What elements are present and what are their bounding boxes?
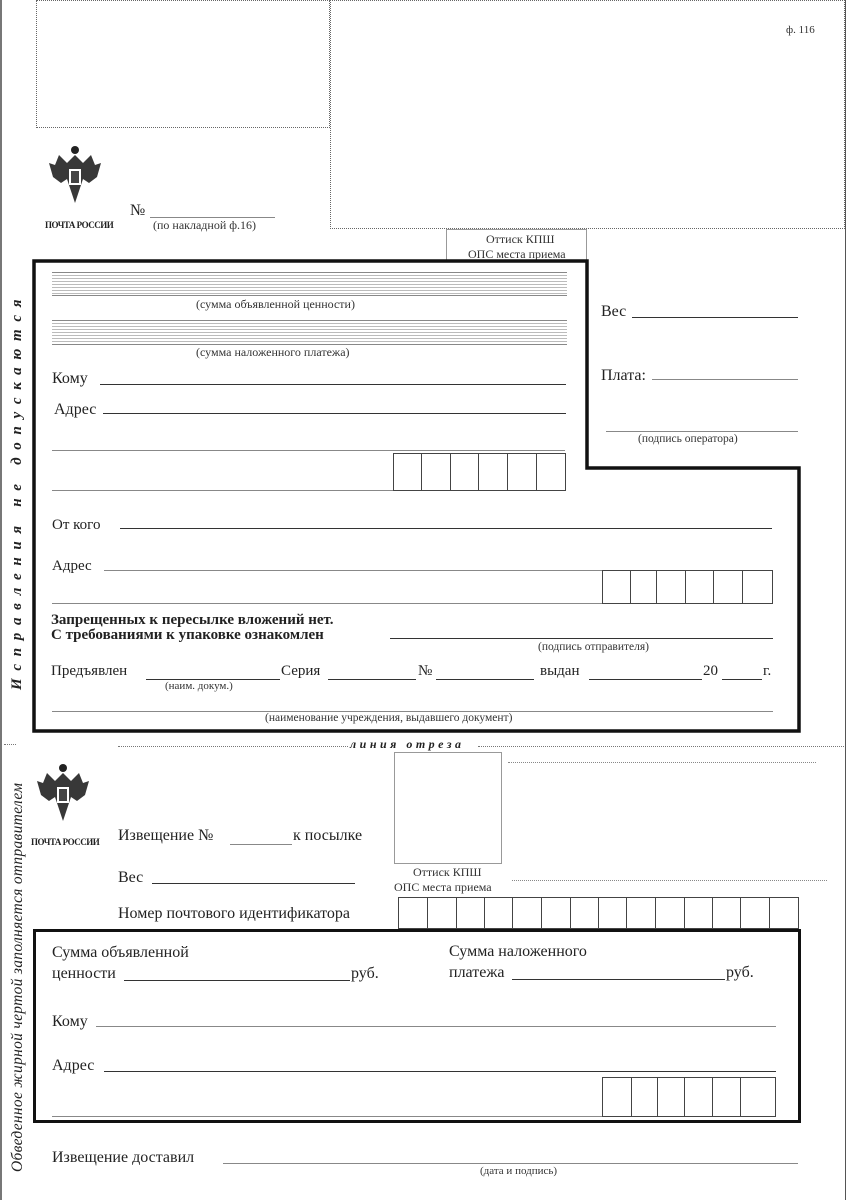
notice-weight-field[interactable]: [152, 883, 355, 884]
address-label: Адрес: [54, 401, 97, 418]
logo-text: ПОЧТА РОССИИ: [31, 837, 100, 847]
doc-number-field[interactable]: [436, 679, 534, 680]
recipient-field[interactable]: [100, 384, 566, 385]
fee-field[interactable]: [652, 379, 798, 380]
recipient-postcode-boxes[interactable]: [393, 453, 566, 491]
cut-line: [118, 746, 348, 747]
notice-address-line2[interactable]: [52, 1116, 603, 1117]
operator-signature-field[interactable]: [606, 431, 798, 432]
notice-cod-field[interactable]: [512, 979, 725, 980]
cod-amount-field[interactable]: [52, 320, 567, 345]
year-prefix: 20: [703, 663, 718, 679]
notice-stamp-caption: ОПС места приема: [394, 880, 492, 894]
from-label: От кого: [52, 517, 101, 533]
operator-signature-caption: (подпись оператора): [638, 433, 738, 445]
document-name-caption: (наим. докум.): [165, 680, 233, 692]
weight-label: Вес: [601, 303, 627, 320]
sender-postcode-boxes[interactable]: [602, 570, 773, 604]
doc-number-label: №: [418, 663, 433, 679]
stamp-caption: Оттиск КПШ: [486, 232, 555, 246]
declared-value-caption: (сумма объявленной ценности): [196, 297, 355, 311]
cut-line-label: линия отреза: [350, 737, 465, 751]
notice-declared-value-label: Сумма объявленной: [52, 944, 189, 961]
issued-label: выдан: [540, 663, 580, 679]
notice-title-label: Извещение №: [118, 827, 214, 844]
notice-cod-label: Сумма наложенного: [449, 943, 587, 960]
tracking-label: Номер почтового идентификатора: [118, 905, 351, 922]
delivered-field[interactable]: [223, 1163, 798, 1164]
series-field[interactable]: [328, 679, 416, 680]
side-note-corrections: Исправления не допускаются: [9, 291, 25, 690]
declared-value-field[interactable]: [52, 272, 567, 296]
cut-line: [478, 746, 844, 747]
recipient-address-field[interactable]: [103, 413, 566, 414]
dotted-line: [508, 762, 816, 763]
notice-declared-value-field[interactable]: [124, 980, 350, 981]
notice-postcode-boxes[interactable]: [602, 1077, 776, 1117]
cut-line-left: [4, 744, 16, 745]
sender-address-label: Адрес: [52, 558, 92, 574]
sender-signature-field[interactable]: [390, 638, 773, 639]
sender-address-line2[interactable]: [52, 603, 603, 604]
notice-number-field[interactable]: [230, 844, 292, 845]
no-prohibited-statement: Запрещенных к пересылке вложений нет.: [51, 612, 334, 628]
notice-stamp-caption: Оттиск КПШ: [413, 865, 482, 879]
year-suffix: г.: [763, 663, 772, 679]
notice-cod-label: платежа: [449, 964, 505, 981]
stamp-caption: ОПС места приема: [468, 247, 566, 261]
form-code: ф. 116: [786, 24, 815, 36]
emblem-icon: [33, 761, 93, 827]
delivered-caption: (дата и подпись): [480, 1165, 558, 1177]
sender-signature-caption: (подпись отправителя): [538, 641, 649, 653]
cod-caption: (сумма наложенного платежа): [196, 345, 350, 359]
weight-field[interactable]: [632, 317, 798, 318]
currency-label: руб.: [351, 965, 379, 982]
series-label: Серия: [281, 663, 321, 679]
notice-weight-label: Вес: [118, 869, 144, 886]
year-field[interactable]: [722, 679, 762, 680]
presented-label: Предъявлен: [51, 663, 128, 679]
side-note-sender-fills: Обведенное жирной чертой заполняется отправителем: [9, 782, 26, 1172]
notice-declared-value-label: ценности: [52, 965, 116, 982]
recipient-address-line3[interactable]: [52, 490, 394, 491]
notice-address-field[interactable]: [104, 1071, 776, 1072]
sender-field[interactable]: [120, 528, 772, 529]
tracking-number-boxes[interactable]: [398, 897, 799, 929]
to-label: Кому: [52, 370, 88, 387]
dotted-line: [512, 880, 827, 881]
notice-to-label: Кому: [52, 1013, 88, 1030]
number-label: №: [130, 202, 146, 219]
logo-text: ПОЧТА РОССИИ: [45, 220, 114, 230]
notice-recipient-field[interactable]: [96, 1026, 776, 1027]
notice-address-label: Адрес: [52, 1057, 95, 1074]
packing-ack-statement: С требованиями к упаковке ознакомлен: [51, 627, 324, 643]
fee-label: Плата:: [601, 367, 646, 384]
recipient-address-line2[interactable]: [52, 450, 565, 451]
number-caption: (по накладной ф.16): [153, 218, 257, 232]
notice-title-suffix: к посылке: [293, 827, 363, 844]
delivered-label: Извещение доставил: [52, 1149, 195, 1166]
issued-date-field[interactable]: [589, 679, 702, 680]
currency-label: руб.: [726, 964, 754, 981]
notice-stamp-box: [394, 752, 502, 864]
issuer-caption: (наименование учреждения, выдавшего документ): [265, 712, 513, 724]
